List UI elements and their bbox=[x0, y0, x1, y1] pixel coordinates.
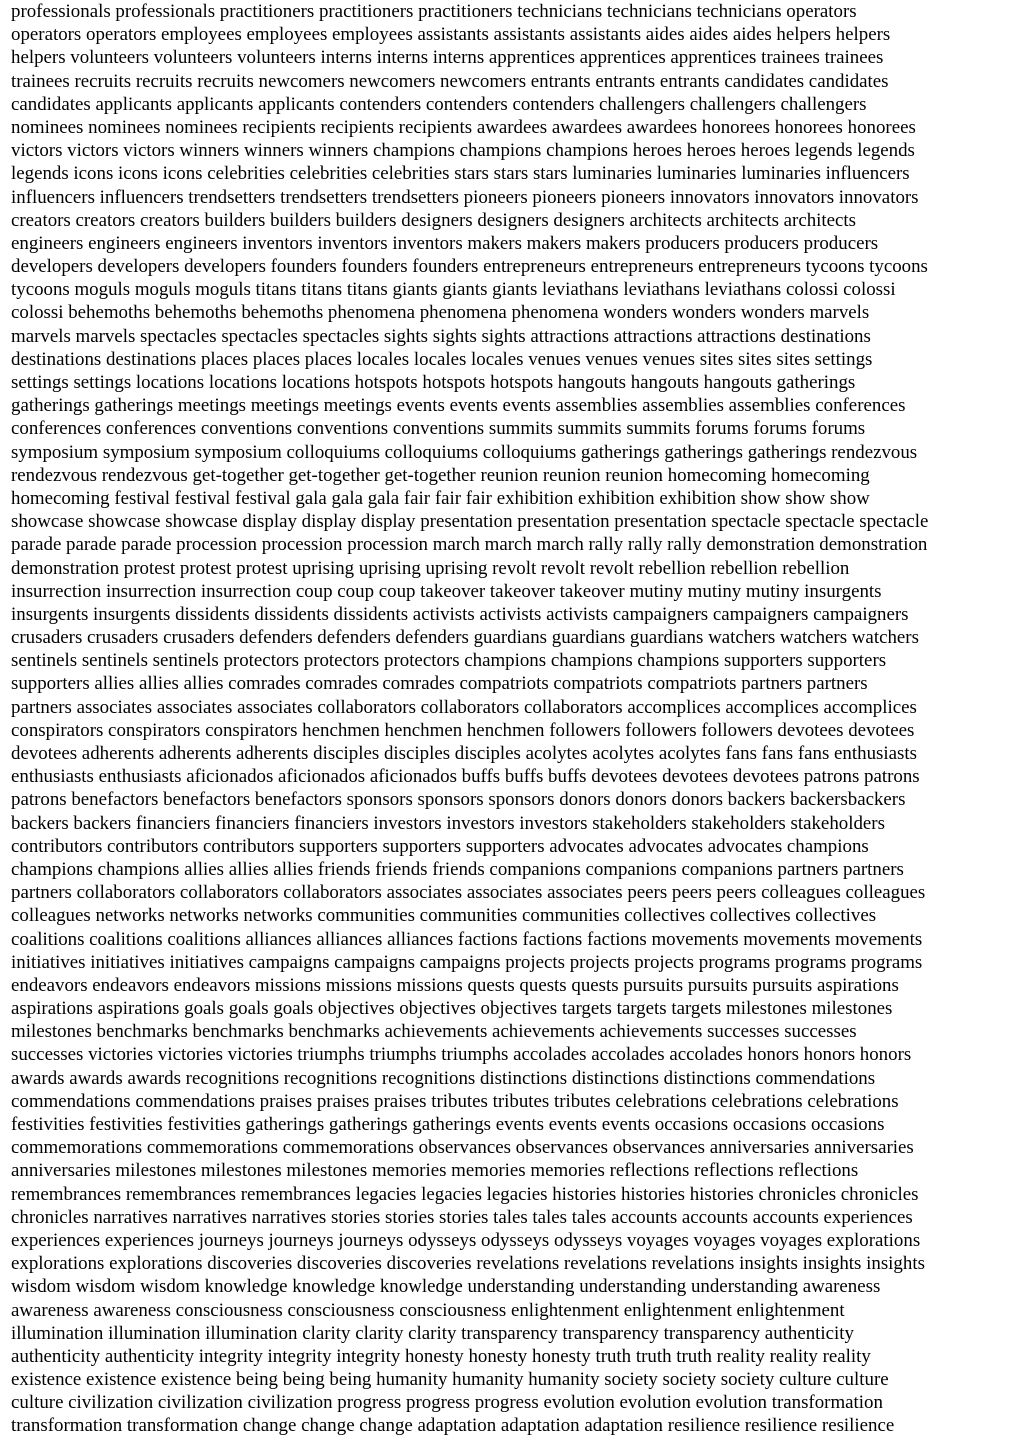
text-line: authenticity authenticity integrity integrity integrity honesty honesty honesty truth truth truth reality reality reality bbox=[11, 1345, 871, 1367]
text-line: explorations explorations discoveries discoveries discoveries revelations revelations revelations insights insights insights bbox=[11, 1253, 925, 1275]
text-line: culture civilization civilization civilization progress progress progress evolution evolution evolution transformation bbox=[11, 1392, 883, 1414]
text-line: gatherings gatherings meetings meetings meetings events events events assemblies assemblies assemblies conferences bbox=[11, 395, 906, 417]
text-line: candidates applicants applicants applicants contenders contenders contenders challengers challengers challengers bbox=[11, 93, 867, 115]
text-line: sentinels sentinels sentinels protectors protectors protectors champions champions champions supporters supporters bbox=[11, 650, 887, 672]
text-line: tycoons moguls moguls moguls titans titans titans giants giants giants leviathans leviathans leviathans colossi colossi bbox=[11, 279, 896, 301]
text-line: homecoming festival festival festival gala gala gala fair fair fair exhibition exhibition exhibition show show show bbox=[11, 487, 870, 509]
text-line: illumination illumination illumination clarity clarity clarity transparency transparency transparency authenticity bbox=[11, 1322, 854, 1344]
text-line: awards awards awards recognitions recognitions recognitions distinctions distinctions distinctions commendations bbox=[11, 1067, 876, 1089]
text-line: insurgents insurgents dissidents dissidents dissidents activists activists activists campaigners campaigners campaigners bbox=[11, 603, 909, 625]
text-line: legends icons icons icons celebrities celebrities celebrities stars stars stars luminaries luminaries luminaries influencers bbox=[11, 163, 910, 185]
text-line: colossi behemoths behemoths behemoths phenomena phenomena phenomena wonders wonders wonders marvels bbox=[11, 302, 870, 324]
text-line: enthusiasts enthusiasts aficionados aficionados aficionados buffs buffs buffs devotees devotees devotees patrons patrons bbox=[11, 766, 920, 788]
text-line: marvels marvels spectacles spectacles spectacles sights sights sights attractions attractions attractions destinations bbox=[11, 325, 871, 347]
text-line: awareness awareness consciousness consciousness consciousness enlightenment enlightenment enlightenment bbox=[11, 1299, 845, 1321]
text-line: showcase showcase showcase display display display presentation presentation presentation spectacle spectacle spectacle bbox=[11, 511, 929, 533]
text-line: settings settings locations locations locations hotspots hotspots hotspots hangouts hangouts hangouts gatherings bbox=[11, 372, 856, 393]
text-line: champions champions allies allies allies friends friends friends companions companions companions partners partners bbox=[11, 858, 904, 880]
text-line: trainees recruits recruits recruits newcomers newcomers newcomers entrants entrants entrants candidates candidates bbox=[11, 70, 889, 92]
text-line: contributors contributors contributors supporters supporters supporters advocates advocates advocates champions bbox=[11, 835, 869, 857]
text-line: patrons benefactors benefactors benefactors sponsors sponsors sponsors donors donors donors backers backersbackers bbox=[11, 789, 906, 811]
text-line: wisdom wisdom wisdom knowledge knowledge knowledge understanding understanding understanding awareness bbox=[11, 1276, 881, 1298]
text-line: influencers influencers trendsetters trendsetters trendsetters pioneers pioneers pioneers innovators innovators innovators bbox=[11, 186, 919, 208]
text-line: endeavors endeavors endeavors missions missions missions quests quests quests pursuits pursuits pursuits aspirations bbox=[11, 974, 899, 996]
text-line: symposium symposium symposium colloquiums colloquiums colloquiums gatherings gatherings gatherings rendezvous bbox=[11, 441, 918, 463]
text-line: commendations commendations praises praises praises tributes tributes tributes celebrations celebrations celebrations bbox=[11, 1090, 899, 1112]
text-line: partners associates associates associates collaborators collaborators collaborators accomplices accomplices accomplices bbox=[11, 696, 917, 718]
text-line: successes victories victories victories triumphs triumphs triumphs accolades accolades accolades honors honors honors bbox=[11, 1044, 912, 1066]
text-line: chronicles narratives narratives narratives stories stories stories tales tales tales accounts accounts accounts experiences bbox=[11, 1206, 913, 1228]
text-line: nominees nominees nominees recipients recipients recipients awardees awardees awardees honorees honorees honorees bbox=[11, 116, 916, 138]
text-line: commemorations commemorations commemorations observances observances observances anniversaries anniversaries bbox=[11, 1137, 914, 1159]
text-line: professionals professionals practitioners practitioners practitioners technicians technicians technicians operators bbox=[11, 1, 857, 22]
text-line: creators creators creators builders builders builders designers designers designers architects architects architects bbox=[11, 209, 857, 231]
text-line: colleagues networks networks networks communities communities communities collectives collectives collectives bbox=[11, 905, 877, 927]
text-line: developers developers developers founders founders founders entrepreneurs entrepreneurs entrepreneurs tycoons tycoons bbox=[11, 256, 928, 278]
text-line: parade parade parade procession procession procession march march march rally rally rally demonstration demonstration bbox=[11, 534, 928, 556]
text-line: devotees adherents adherents adherents disciples disciples disciples acolytes acolytes acolytes fans fans fans enthusiasts bbox=[11, 743, 917, 764]
text-line: transformation transformation change change change adaptation adaptation adaptation resilience resilience resilience bbox=[11, 1415, 895, 1437]
text-line: operators operators employees employees employees assistants assistants assistants aides aides aides helpers helpers bbox=[11, 24, 891, 46]
text-line: aspirations aspirations goals goals goals objectives objectives objectives targets targets targets milestones milestones bbox=[11, 998, 893, 1020]
text-line: victors victors victors winners winners winners champions champions champions heroes heroes heroes legends legends bbox=[11, 140, 915, 162]
text-line: insurrection insurrection insurrection coup coup coup takeover takeover takeover mutiny mutiny mutiny insurgents bbox=[11, 580, 882, 602]
text-line: remembrances remembrances remembrances legacies legacies legacies histories histories histories chronicles chronicles bbox=[11, 1183, 919, 1205]
text-body bbox=[11, 0, 1015, 1438]
text-line: milestones benchmarks benchmarks benchmarks achievements achievements achievements successes successes bbox=[11, 1021, 857, 1043]
text-line: anniversaries milestones milestones milestones memories memories memories reflections reflections reflections bbox=[11, 1160, 859, 1182]
text-line: existence existence existence being being being humanity humanity humanity society society society culture culture bbox=[11, 1369, 889, 1391]
text-line: rendezvous rendezvous get-together get-together get-together reunion reunion reunion homecoming homecoming bbox=[11, 464, 870, 486]
text-line: supporters allies allies allies comrades comrades comrades compatriots compatriots compatriots partners partners bbox=[11, 673, 868, 695]
text-line: conferences conferences conventions conventions conventions summits summits summits forums forums forums bbox=[11, 418, 866, 440]
text-line: destinations destinations places places places locales locales locales venues venues venues sites sites sites settings bbox=[11, 348, 873, 370]
text-line: festivities festivities festivities gatherings gatherings gatherings events events events occasions occasions occasions bbox=[11, 1114, 885, 1135]
text-line: crusaders crusaders crusaders defenders defenders defenders guardians guardians guardians watchers watchers watchers bbox=[11, 627, 919, 649]
text-line: coalitions coalitions coalitions alliances alliances alliances factions factions factions movements movements movements bbox=[11, 928, 923, 950]
text-line: conspirators conspirators conspirators henchmen henchmen henchmen followers followers followers devotees devotees bbox=[11, 719, 915, 741]
text-line: experiences experiences journeys journeys journeys odysseys odysseys odysseys voyages voyages voyages explorations bbox=[11, 1229, 921, 1251]
text-line: partners collaborators collaborators collaborators associates associates associates peers peers peers colleagues colleagues bbox=[11, 882, 926, 904]
text-line: engineers engineers engineers inventors inventors inventors makers makers makers producers producers producers bbox=[11, 232, 879, 254]
text-line: helpers volunteers volunteers volunteers interns interns interns apprentices apprentices apprentices trainees trainees bbox=[11, 47, 884, 69]
text-line: demonstration protest protest protest uprising uprising uprising revolt revolt revolt rebellion rebellion rebellion bbox=[11, 557, 850, 579]
text-line: backers backers financiers financiers financiers investors investors investors stakeholders stakeholders stakeholders bbox=[11, 812, 885, 834]
text-line: initiatives initiatives initiatives campaigns campaigns campaigns projects projects projects programs programs programs bbox=[11, 951, 923, 973]
